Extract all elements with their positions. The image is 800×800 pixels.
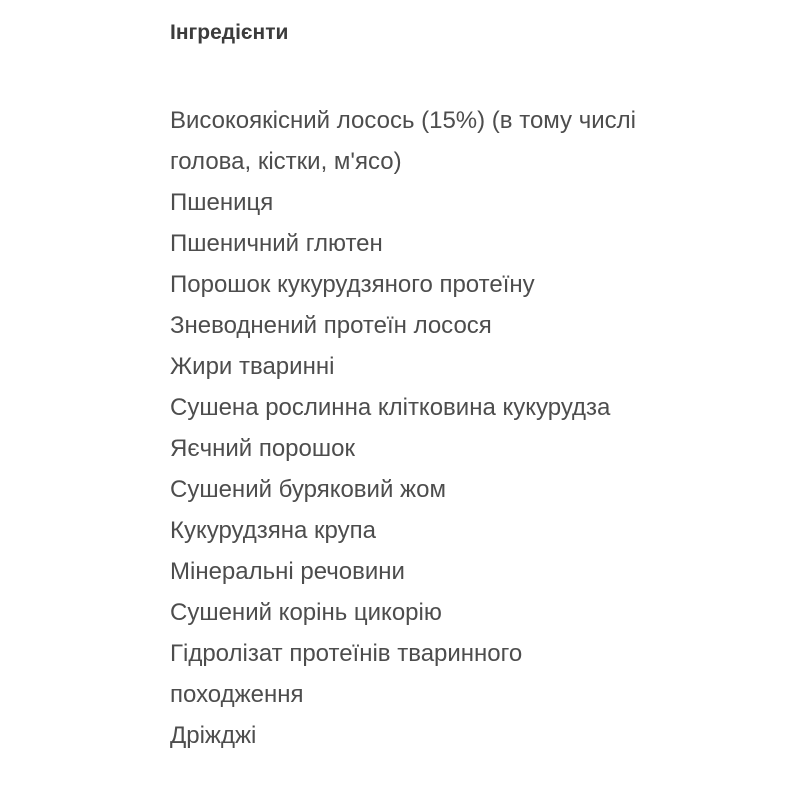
- ingredient-item: Зневоднений протеїн лосося: [170, 312, 492, 339]
- ingredient-list: [170, 100, 640, 756]
- ingredient-item: Пшениця: [170, 189, 274, 216]
- ingredient-item: Яєчний порошок: [170, 435, 355, 462]
- ingredient-item: Порошок кукурудзяного протеїну: [170, 271, 535, 298]
- ingredient-item: Дріжджі: [170, 722, 257, 749]
- ingredients-section: [170, 18, 770, 756]
- section-heading: Інгредієнти: [170, 21, 289, 44]
- ingredient-item: Сушений буряковий жом: [170, 476, 446, 503]
- ingredient-item: Кукурудзяна крупа: [170, 517, 376, 544]
- ingredient-item: Сушений корінь цикорію: [170, 599, 442, 626]
- ingredient-item: Гідролізат протеїнів тваринного походження: [170, 640, 523, 708]
- ingredient-item: Мінеральні речовини: [170, 558, 405, 585]
- ingredient-item: Пшеничний глютен: [170, 230, 383, 257]
- ingredient-item: Сушена рослинна клітковина кукурудза: [170, 394, 611, 421]
- ingredient-item: Жири тваринні: [170, 353, 335, 380]
- ingredient-item: Високоякісний лосось (15%) (в тому числі голова, кістки, м'ясо): [170, 107, 636, 175]
